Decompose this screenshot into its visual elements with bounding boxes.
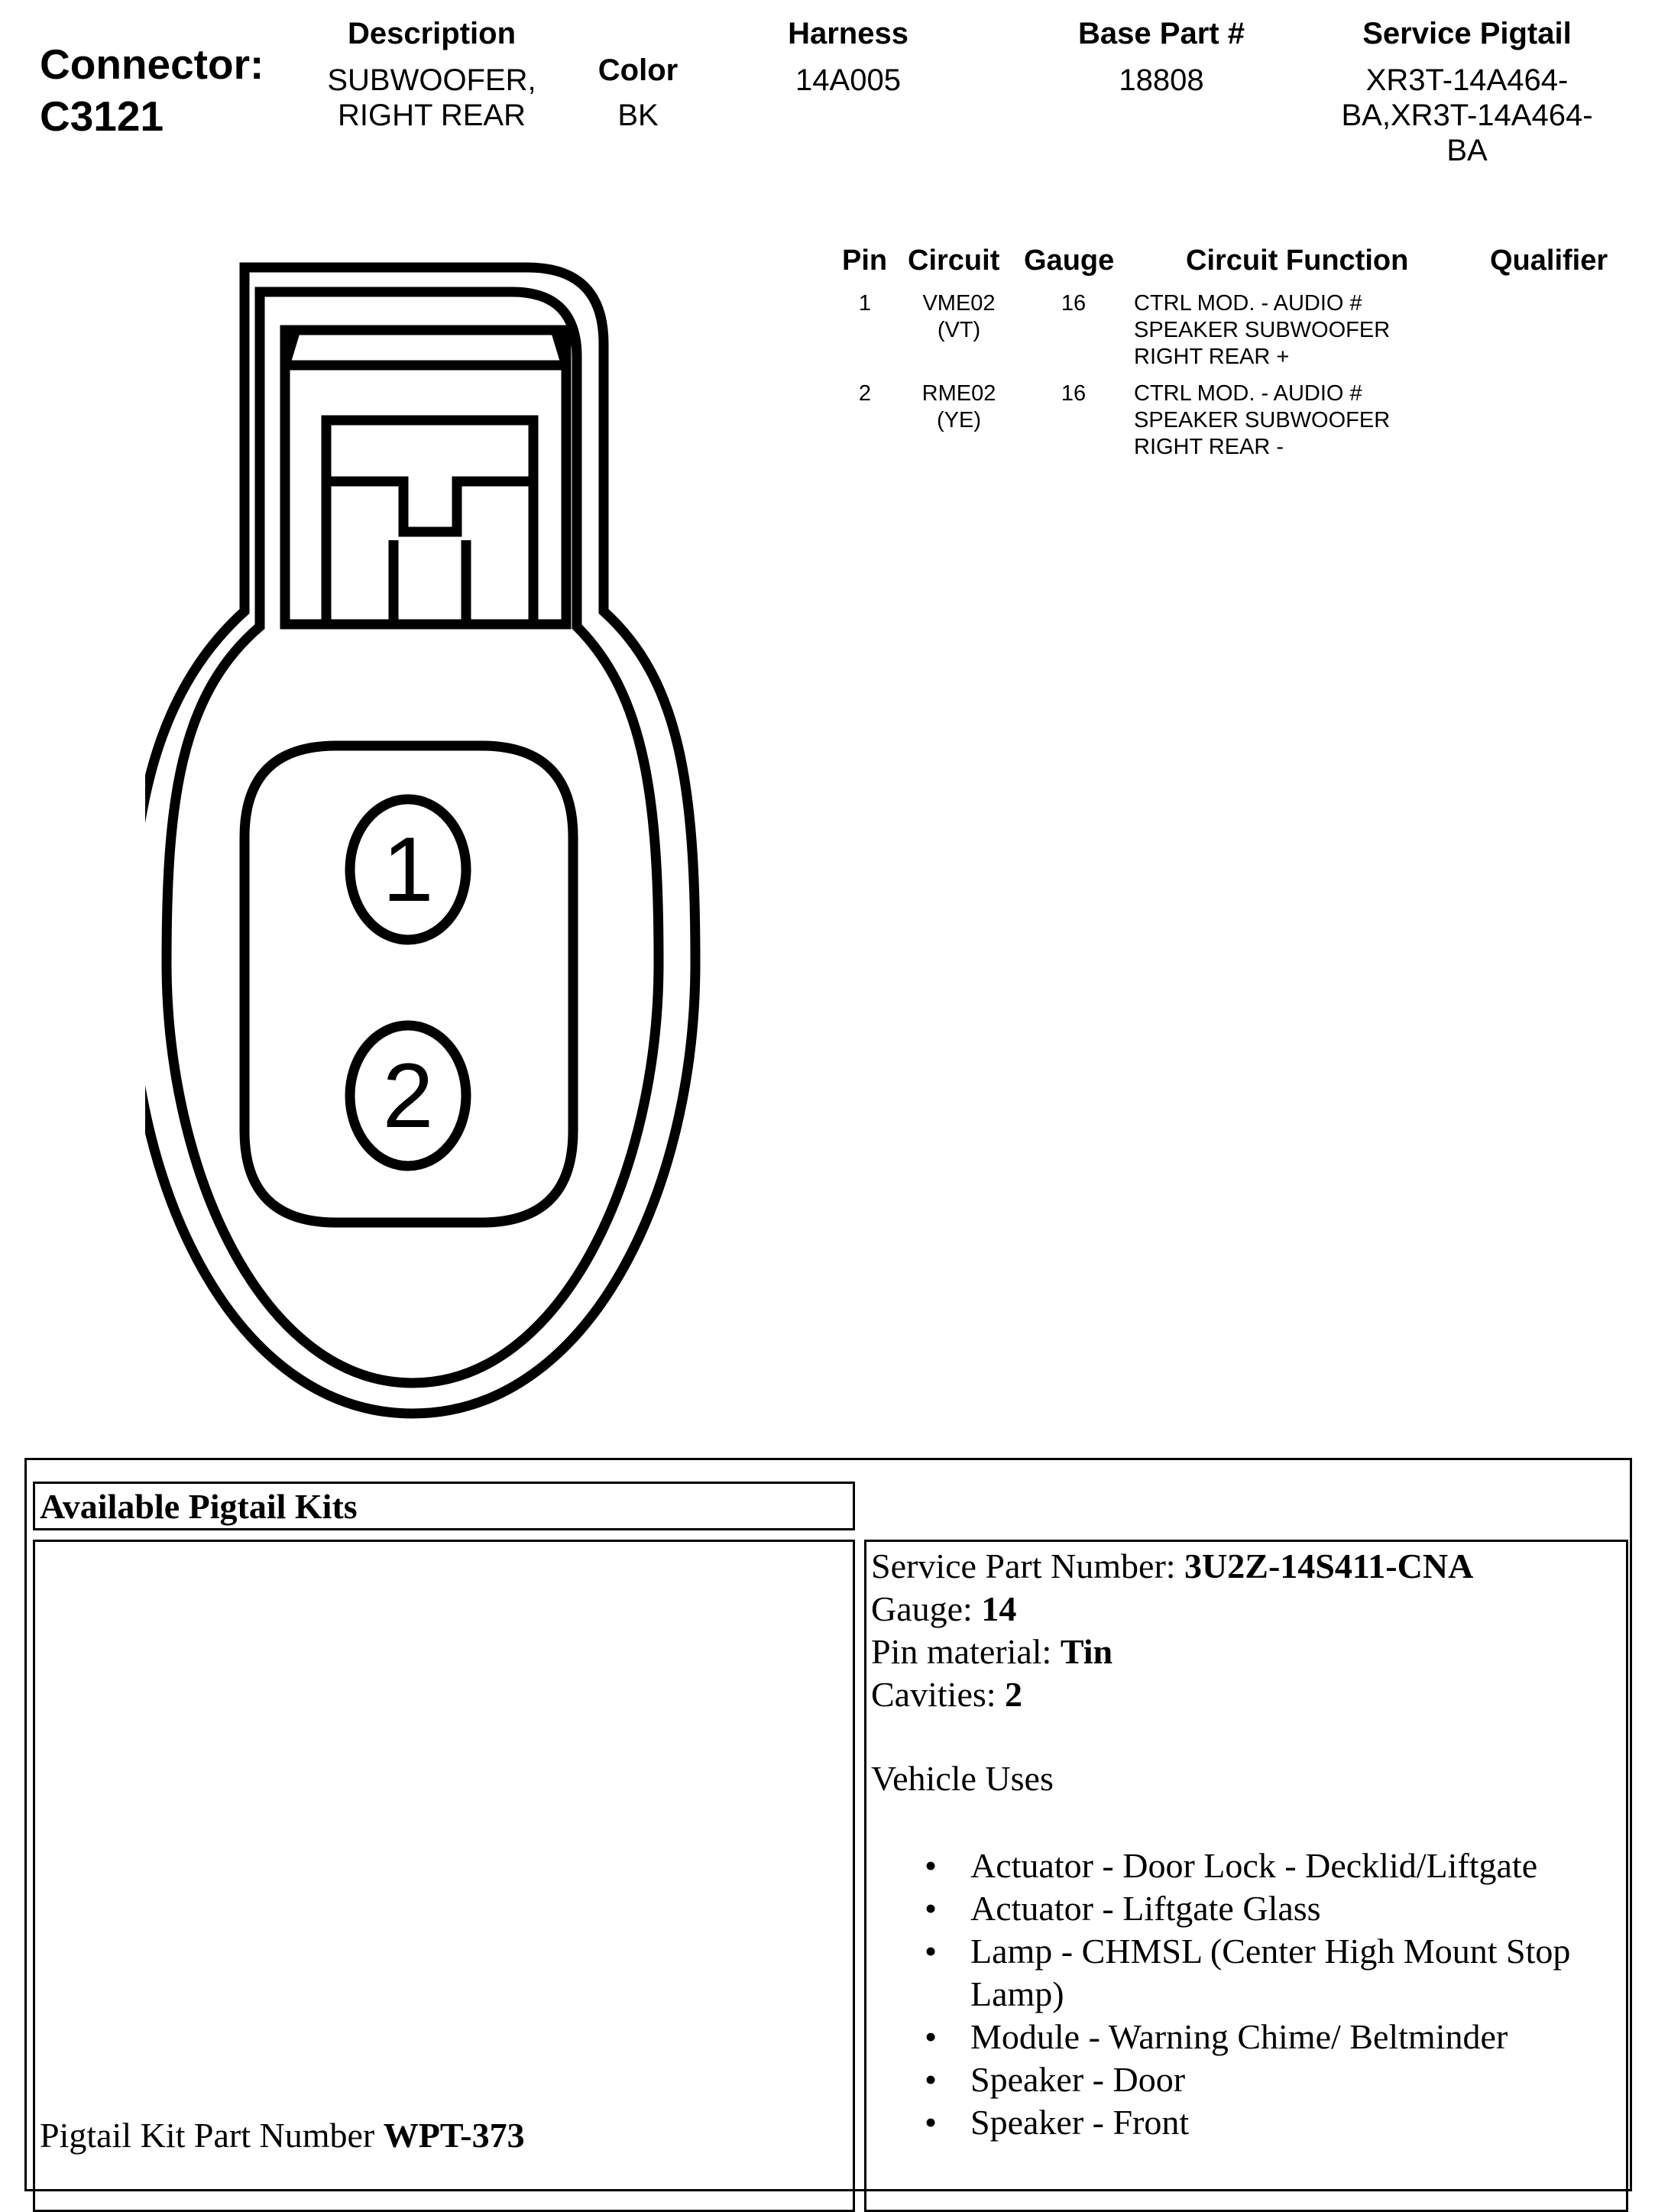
- harness-header: Harness: [788, 17, 908, 50]
- pigtail-kits-title: Available Pigtail Kits: [40, 1487, 358, 1526]
- service-pigtail-line-3: BA: [1446, 134, 1488, 167]
- pin-2-label: 2: [382, 1044, 434, 1147]
- service-part-row: [871, 1545, 1624, 1588]
- row-1-circuit: [902, 290, 1016, 344]
- service-pigtail-value: [1299, 63, 1635, 168]
- vehicle-use-item: [871, 1887, 1624, 1930]
- cavities-value: 2: [1005, 1675, 1023, 1714]
- base-part-header: Base Part #: [1078, 17, 1245, 50]
- row-1-function-line-1: CTRL MOD. - AUDIO #: [1134, 291, 1362, 316]
- vehicle-use-item: [871, 1930, 1624, 2016]
- row-2-function-line-1: CTRL MOD. - AUDIO #: [1134, 381, 1362, 406]
- kit-part-value: WPT-373: [383, 2116, 525, 2155]
- row-2-pin: 2: [858, 381, 872, 406]
- pigtail-image-cell: [33, 1540, 855, 2212]
- vehicle-use-item: [871, 2058, 1624, 2101]
- description-header: Description: [347, 17, 517, 50]
- cavities-label: Cavities:: [871, 1675, 996, 1714]
- service-pigtail-header: Service Pigtail: [1362, 17, 1572, 50]
- vehicle-uses-list: [871, 1844, 1624, 2144]
- color-header: Color: [598, 53, 679, 87]
- latch-notch: [326, 481, 533, 532]
- row-2-function-line-2: SPEAKER SUBWOOFER: [1134, 408, 1391, 432]
- pin-material-row: [871, 1631, 1624, 1673]
- base-part-value: 18808: [1119, 63, 1204, 97]
- vehicle-use-text: Actuator - Liftgate Glass: [970, 1889, 1321, 1928]
- connector-title: [40, 38, 264, 142]
- pigtail-details: [871, 1545, 1624, 2144]
- vehicle-use-text: Speaker - Front: [970, 2103, 1190, 2142]
- cavities-row: [871, 1673, 1624, 1716]
- row-1-gauge: 16: [1061, 291, 1087, 316]
- pigtail-kits-table: [24, 1458, 1632, 2191]
- row-1-circuit-color: (VT): [937, 318, 981, 342]
- vehicle-use-text: Lamp - CHMSL (Center High Mount Stop: [970, 1932, 1571, 1971]
- harness-value: 14A005: [795, 63, 901, 97]
- vehicle-use-text: Actuator - Door Lock - Decklid/Liftgate: [970, 1846, 1538, 1885]
- circuit-col-header: Circuit: [908, 245, 1000, 277]
- connector-label: Connector:: [40, 40, 264, 88]
- pigtail-details-cell: [864, 1540, 1628, 2212]
- gauge-col-header: Gauge: [1024, 245, 1115, 277]
- row-2-gauge: 16: [1061, 381, 1087, 406]
- bullet-icon: •: [925, 2017, 938, 2056]
- pin-material-label: Pin material:: [871, 1632, 1052, 1671]
- vehicle-use-text-continued: Lamp): [970, 1974, 1064, 2013]
- vehicle-use-item: [871, 2016, 1624, 2058]
- vehicle-use-text: Speaker - Door: [970, 2060, 1186, 2099]
- color-value: BK: [617, 99, 659, 132]
- kit-gauge-label: Gauge:: [871, 1589, 973, 1628]
- bullet-icon: •: [925, 1846, 938, 1885]
- service-pigtail-line-2: BA,XR3T-14A464-: [1341, 99, 1593, 132]
- vehicle-use-item: [871, 1844, 1624, 1887]
- connector-id: C3121: [40, 92, 164, 140]
- row-1-function-line-2: SPEAKER SUBWOOFER: [1134, 318, 1391, 342]
- function-col-header: Circuit Function: [1186, 245, 1409, 277]
- pin-1-label: 1: [382, 818, 434, 921]
- row-2-function: [1134, 381, 1455, 461]
- vehicle-use-item: [871, 2101, 1624, 2144]
- pigtail-kit-part-number: [40, 2114, 525, 2157]
- bullet-icon: •: [925, 2103, 938, 2142]
- row-1-pin: 1: [858, 291, 872, 316]
- row-2-function-line-3: RIGHT REAR -: [1134, 435, 1284, 459]
- pigtail-kits-title-cell: [33, 1482, 855, 1530]
- kit-gauge-value: 14: [981, 1589, 1017, 1628]
- row-1-function: [1134, 290, 1455, 371]
- service-part-label: Service Part Number:: [871, 1546, 1176, 1585]
- gauge-row: [871, 1588, 1624, 1631]
- row-1-function-line-3: RIGHT REAR +: [1134, 345, 1290, 369]
- vehicle-uses-label: Vehicle Uses: [871, 1759, 1054, 1798]
- bullet-icon: •: [925, 1932, 938, 1971]
- latch-inner: [326, 420, 533, 624]
- bullet-icon: •: [925, 2060, 938, 2099]
- vehicle-use-text: Module - Warning Chime/ Beltminder: [970, 2017, 1508, 2056]
- row-2-circuit-color: (YE): [937, 408, 981, 432]
- description-line-2: RIGHT REAR: [338, 99, 526, 132]
- row-2-circuit: [902, 381, 1016, 434]
- connector-face-diagram: [145, 252, 711, 1429]
- row-2-circuit-id: RME02: [921, 381, 996, 406]
- service-pigtail-line-1: XR3T-14A464-: [1365, 63, 1569, 97]
- description-line-1: SUBWOOFER,: [327, 63, 536, 97]
- pin-col-header: Pin: [842, 245, 888, 277]
- cavity-frame: [245, 746, 573, 1223]
- bullet-icon: •: [925, 1889, 938, 1928]
- service-part-value: 3U2Z-14S411-CNA: [1184, 1546, 1474, 1585]
- qualifier-col-header: Qualifier: [1490, 245, 1608, 277]
- pin-material-value: Tin: [1060, 1632, 1113, 1671]
- row-1-circuit-id: VME02: [922, 291, 996, 316]
- kit-part-label: Pigtail Kit Part Number: [40, 2116, 375, 2155]
- description-value: [294, 63, 569, 133]
